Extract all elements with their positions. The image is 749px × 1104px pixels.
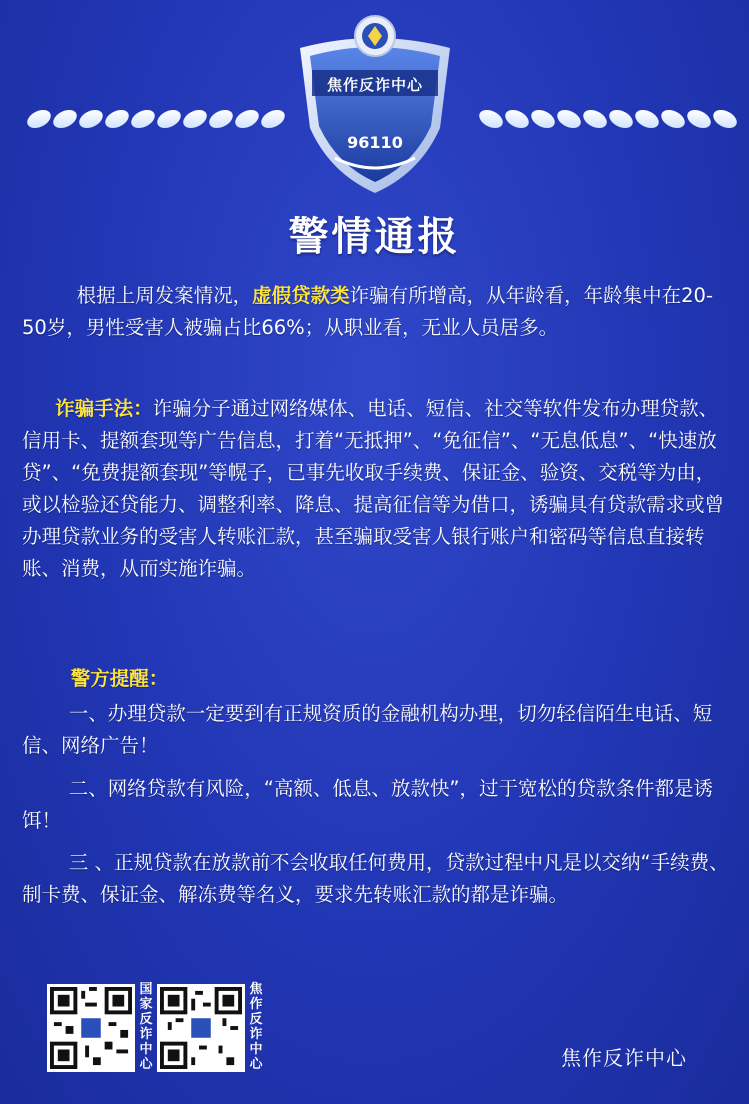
page-title: 警情通报 [288,214,461,260]
qr-code-icon [50,987,132,1069]
qr-code-national[interactable] [47,984,135,1072]
qr-code-icon [160,987,242,1069]
qr-code-jiaozuo[interactable] [157,984,245,1072]
reminder-item-3: 三 、正规贷款在放款前不会收取任何费用，贷款过程中凡是以交纳“手续费、制卡费、保证金、解冻费等名义，要求先转账汇款的都是诈骗。 [22,851,729,906]
qr-caption-jiaozuo: 焦 作 反 诈 中 心 [249,982,263,1072]
left-wing-decoration [28,100,284,140]
reminder-item-2: 二、网络贷款有风险，“高额、低息、放款快”，过于宽松的贷款条件都是诱饵！ [22,777,714,832]
reminder-item-1: 一、办理贷款一定要到有正规资质的金融机构办理，切勿轻信陌生电话、短信、网络广告！ [22,702,713,757]
paragraph-fraud-method: 诈骗手法：诈骗分子通过网络媒体、电话、短信、社交等软件发布办理贷款、信用卡、提额套现等广告信息，打着“无抵押”、“免征信”、“无息低息”、“快速放贷”、“免费提额套现”等幌子，已事先收取手续费、保证金、验资、交税等为由，或以检验还贷能力、调整利率、降息、提高征信等为借口，诱骗具有贷款需求或曾办理贷款业务的受害人转账汇款，甚至骗取受害人银行账户和密码等信息直接转账、消费，从而实施诈骗。 [22,397,725,580]
svg-text:96110: 96110 [347,133,403,152]
police-reminder-heading: 警方提醒： [70,667,169,690]
highlight-fraud-type: 虚假贷款类 [252,284,350,307]
paragraph-summary: 根据上周发案情况，虚假贷款类诈骗有所增高，从年龄看，年龄集中在20-50岁，男性受害人被骗占比66%；从职业看，无业人员居多。 [22,284,713,339]
header [0,0,749,200]
badge-title: 焦作反诈中心 [326,76,423,94]
right-wing-decoration [480,100,736,140]
police-badge-icon [290,8,460,198]
highlight-fraud-method: 诈骗手法： [55,397,153,420]
footer-signature: 焦作反诈中心 [561,1046,687,1070]
qr-caption-national: 国 家 反 诈 中 心 [139,982,153,1072]
